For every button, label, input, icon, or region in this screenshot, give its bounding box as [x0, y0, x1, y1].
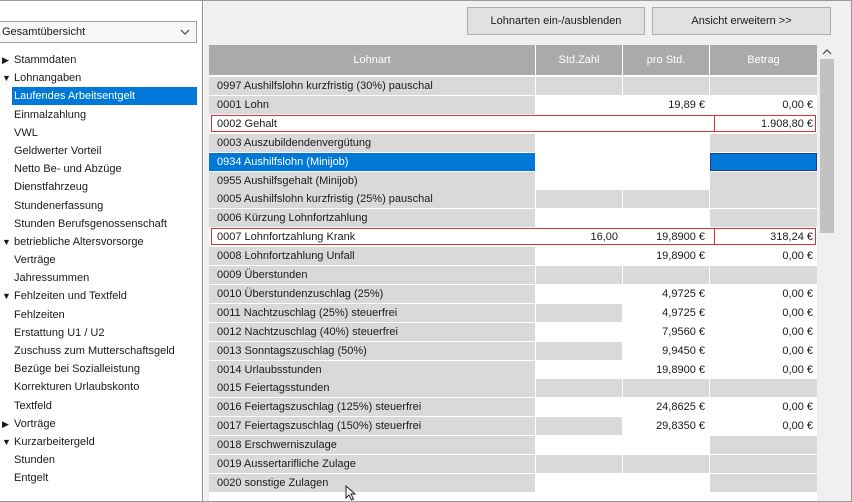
tree-item-label: Laufendes Arbeitsentgelt: [12, 87, 197, 105]
cell-betrag[interactable]: [710, 134, 817, 152]
triangle-down-icon[interactable]: ▼: [2, 291, 11, 302]
cell-betrag[interactable]: [710, 190, 817, 208]
cell-std-zahl[interactable]: [536, 398, 622, 416]
cell-std-zahl[interactable]: [536, 361, 622, 379]
cell-std-zahl[interactable]: [536, 455, 622, 473]
mouse-cursor-icon: [345, 485, 357, 501]
cell-pro-std[interactable]: [623, 266, 709, 284]
triangle-right-icon[interactable]: ▶: [2, 418, 9, 429]
cell-betrag[interactable]: [710, 455, 817, 473]
cell-betrag[interactable]: [710, 266, 817, 284]
tree-item[interactable]: [0, 160, 203, 178]
wage-types-grid: [209, 45, 817, 502]
expand-view-button[interactable]: Ansicht erweitern >>: [652, 7, 831, 35]
table-row[interactable]: [209, 96, 817, 115]
cell-betrag[interactable]: [710, 77, 817, 95]
table-row[interactable]: [209, 455, 817, 474]
tree-item[interactable]: [0, 87, 203, 105]
cell-pro-std[interactable]: [623, 474, 709, 492]
cell-std-zahl[interactable]: [536, 247, 622, 265]
cell-betrag[interactable]: 0,00 €: [710, 361, 817, 379]
cell-pro-std[interactable]: 19,8900 €: [623, 228, 709, 246]
cell-pro-std[interactable]: 29,8350 €: [623, 417, 709, 435]
cell-pro-std[interactable]: [623, 77, 709, 95]
table-row[interactable]: [209, 266, 817, 285]
cell-betrag[interactable]: 0,00 €: [710, 247, 817, 265]
tree-item[interactable]: [0, 287, 203, 305]
cell-lohnart: 0009 Überstunden: [209, 266, 535, 284]
tree-item[interactable]: [0, 451, 203, 469]
tree-item-label: VWL: [14, 126, 38, 139]
table-row[interactable]: [209, 228, 817, 247]
cell-std-zahl[interactable]: [536, 134, 622, 152]
tree-item-label: Stunden Berufsgenossenschaft: [14, 217, 167, 230]
tree-item-label: Textfeld: [14, 399, 52, 412]
cell-std-zahl[interactable]: [536, 379, 622, 397]
cell-lohnart: 0019 Aussertarifliche Zulage: [209, 455, 535, 473]
cell-betrag[interactable]: 0,00 €: [710, 398, 817, 416]
cell-betrag[interactable]: [710, 379, 817, 397]
tree-item[interactable]: [0, 215, 203, 233]
tree-item[interactable]: [0, 69, 203, 87]
triangle-down-icon[interactable]: ▼: [2, 436, 11, 447]
tree-item-label: Geldwerter Vorteil: [14, 144, 102, 157]
cell-std-zahl[interactable]: [536, 474, 622, 492]
cell-lohnart: 0018 Erschwerniszulage: [209, 436, 535, 454]
navigation-tree: [0, 51, 203, 488]
tree-item-label: Kurzarbeitergeld: [14, 435, 95, 448]
tree-item-label: Stammdaten: [14, 54, 77, 66]
cell-lohnart: 0007 Lohnfortzahlung Krank: [209, 228, 535, 246]
tree-item[interactable]: [0, 142, 203, 160]
cell-pro-std[interactable]: 4,9725 €: [623, 285, 709, 303]
tree-item[interactable]: [0, 178, 203, 196]
cell-pro-std[interactable]: [623, 172, 709, 190]
cell-std-zahl[interactable]: [536, 285, 622, 303]
cell-std-zahl[interactable]: [536, 417, 622, 435]
tree-item[interactable]: [0, 197, 203, 215]
cell-pro-std[interactable]: [623, 190, 709, 208]
cell-lohnart: 0010 Überstundenzuschlag (25%): [209, 285, 535, 303]
tree-item-label: Bezüge bei Sozialleistung: [14, 363, 140, 376]
tree-item[interactable]: [0, 360, 203, 378]
cell-betrag[interactable]: [710, 153, 817, 171]
tree-item-label: Korrekturen Urlaubskonto: [14, 381, 140, 394]
tree-item[interactable]: [0, 397, 203, 415]
tree-item-label: Einmalzahlung: [14, 108, 87, 121]
tree-item-label: betriebliche Altersvorsorge: [14, 235, 144, 248]
header-lohnart[interactable]: Lohnart: [209, 45, 536, 75]
content-panel: [204, 1, 852, 502]
cell-pro-std[interactable]: 4,9725 €: [623, 304, 709, 322]
tree-item[interactable]: [0, 469, 203, 487]
table-row[interactable]: [209, 209, 817, 228]
cell-std-zahl[interactable]: 16,00: [536, 228, 622, 246]
table-row[interactable]: [209, 172, 817, 191]
overview-select-value: Gesamtübersicht: [2, 26, 86, 38]
cell-std-zahl[interactable]: [536, 436, 622, 454]
cell-betrag[interactable]: [710, 436, 817, 454]
cell-pro-std[interactable]: 7,9560 €: [623, 323, 709, 341]
cell-lohnart: 0001 Lohn: [209, 96, 535, 114]
tree-item[interactable]: [0, 124, 203, 142]
overview-select[interactable]: [0, 21, 197, 43]
cell-lohnart: 0003 Auszubildendenvergütung: [209, 134, 535, 152]
table-row[interactable]: [209, 342, 817, 361]
cell-lohnart: 0008 Lohnfortzahlung Unfall: [209, 247, 535, 265]
cell-lohnart: 0012 Nachtzuschlag (40%) steuerfrei: [209, 323, 535, 341]
tree-item[interactable]: [0, 378, 203, 396]
table-row[interactable]: [209, 379, 817, 398]
cell-betrag[interactable]: 0,00 €: [710, 285, 817, 303]
tree-item-label: Verträge: [14, 254, 56, 267]
cell-pro-std[interactable]: 9,9450 €: [623, 342, 709, 360]
header-pro-std[interactable]: pro Std.: [623, 45, 710, 75]
cell-betrag[interactable]: 0,00 €: [710, 323, 817, 341]
toggle-wage-types-button[interactable]: Lohnarten ein-/ausblenden: [467, 7, 645, 35]
cell-lohnart: 0955 Aushilfsgehalt (Minijob): [209, 172, 535, 190]
cell-lohnart: 0002 Gehalt: [209, 115, 535, 133]
cell-pro-std[interactable]: [623, 115, 709, 133]
tree-item[interactable]: [0, 251, 203, 269]
tree-item-label: Zuschuss zum Mutterschaftsgeld: [14, 345, 175, 357]
tree-item-label: Dienstfahrzeug: [14, 181, 88, 194]
cell-pro-std[interactable]: [623, 209, 709, 227]
cell-std-zahl[interactable]: [536, 266, 622, 284]
table-row[interactable]: [209, 304, 817, 323]
cell-lohnart: 0017 Feiertagszuschlag (150%) steuerfrei: [209, 417, 535, 435]
cell-betrag[interactable]: 0,00 €: [710, 304, 817, 322]
cell-std-zahl[interactable]: [536, 153, 622, 171]
cell-betrag[interactable]: [710, 172, 817, 190]
table-row[interactable]: [209, 436, 817, 455]
cell-betrag[interactable]: 0,00 €: [710, 96, 817, 114]
cell-std-zahl[interactable]: [536, 77, 622, 95]
table-row[interactable]: [209, 285, 817, 304]
tree-item-label: Stunden: [14, 454, 55, 467]
cell-lohnart: 0005 Aushilfslohn kurzfristig (25%) pauschal: [209, 190, 535, 208]
cell-std-zahl[interactable]: [536, 342, 622, 360]
table-row[interactable]: [209, 153, 817, 172]
cell-std-zahl[interactable]: [536, 209, 622, 227]
cell-pro-std[interactable]: [623, 153, 709, 171]
tree-item-label: Netto Be- und Abzüge: [14, 163, 122, 176]
cell-betrag[interactable]: 318,24 €: [710, 228, 817, 246]
tree-item-label: Fehlzeiten und Textfeld: [14, 290, 127, 303]
tree-item[interactable]: [0, 269, 203, 287]
chevron-up-icon[interactable]: [822, 47, 832, 57]
cell-pro-std[interactable]: [623, 436, 709, 454]
cell-pro-std[interactable]: [623, 455, 709, 473]
tree-item-label: Entgelt: [14, 472, 49, 485]
table-row[interactable]: [209, 361, 817, 380]
table-row[interactable]: [209, 247, 817, 266]
table-row[interactable]: [209, 417, 817, 436]
cell-betrag[interactable]: 1.908,80 €: [710, 115, 817, 133]
cell-pro-std[interactable]: 19,89 €: [623, 96, 709, 114]
tree-item[interactable]: [0, 51, 203, 69]
triangle-right-icon[interactable]: ▶: [2, 55, 9, 65]
tree-item[interactable]: [0, 324, 203, 342]
tree-item-label: Lohnangaben: [14, 72, 82, 85]
tree-item[interactable]: [0, 233, 203, 251]
cell-betrag[interactable]: 0,00 €: [710, 342, 817, 360]
tree-item-label: Fehlzeiten: [14, 308, 65, 321]
cell-lohnart: 0934 Aushilfslohn (Minijob): [209, 153, 535, 171]
cell-lohnart: 0015 Feiertagsstunden: [209, 379, 535, 397]
tree-item[interactable]: [0, 106, 203, 124]
cell-lohnart: 0997 Aushilfslohn kurzfristig (30%) pauschal: [209, 77, 535, 95]
cell-std-zahl[interactable]: [536, 96, 622, 114]
tree-item[interactable]: [0, 433, 203, 451]
cell-betrag[interactable]: [710, 474, 817, 492]
tree-item-label: Jahressummen: [14, 272, 90, 285]
cell-betrag[interactable]: [710, 209, 817, 227]
cell-lohnart: 0006 Kürzung Lohnfortzahlung: [209, 209, 535, 227]
cell-betrag[interactable]: 0,00 €: [710, 417, 817, 435]
header-betrag[interactable]: Betrag: [710, 45, 817, 75]
cell-pro-std[interactable]: 19,8900 €: [623, 247, 709, 265]
cell-std-zahl[interactable]: [536, 190, 622, 208]
tree-item-label: Vorträge: [14, 417, 56, 430]
tree-item[interactable]: [0, 415, 203, 433]
cell-std-zahl[interactable]: [536, 115, 622, 133]
cell-pro-std[interactable]: [623, 379, 709, 397]
tree-item[interactable]: [0, 306, 203, 324]
tree-item[interactable]: [0, 342, 203, 360]
cell-lohnart: 0020 sonstige Zulagen: [209, 474, 535, 492]
cell-pro-std[interactable]: [623, 134, 709, 152]
tree-item-label: Stundenerfassung: [14, 199, 104, 212]
table-row[interactable]: [209, 115, 817, 134]
cell-lohnart: 0013 Sonntagszuschlag (50%): [209, 342, 535, 360]
cell-pro-std[interactable]: 24,8625 €: [623, 398, 709, 416]
table-row[interactable]: [209, 134, 817, 153]
table-row[interactable]: [209, 77, 817, 96]
table-row[interactable]: [209, 323, 817, 342]
table-row[interactable]: [209, 190, 817, 209]
cell-pro-std[interactable]: 19,8900 €: [623, 361, 709, 379]
header-std-zahl[interactable]: Std.Zahl: [536, 45, 623, 75]
grid-header: [209, 45, 817, 75]
vertical-scrollbar[interactable]: [818, 45, 836, 502]
table-row[interactable]: [209, 474, 817, 493]
tree-item-label: Erstattung U1 / U2: [14, 326, 105, 339]
cell-std-zahl[interactable]: [536, 304, 622, 322]
cell-std-zahl[interactable]: [536, 323, 622, 341]
cell-lohnart: 0016 Feiertagszuschlag (125%) steuerfrei: [209, 398, 535, 416]
navigation-panel: [0, 1, 203, 502]
scrollbar-thumb[interactable]: [820, 59, 834, 233]
chevron-down-icon[interactable]: [180, 25, 190, 39]
triangle-down-icon[interactable]: ▼: [2, 73, 11, 84]
cell-std-zahl[interactable]: [536, 172, 622, 190]
table-row[interactable]: [209, 398, 817, 417]
triangle-down-icon[interactable]: ▼: [2, 236, 11, 247]
cell-lohnart: 0014 Urlaubsstunden: [209, 361, 535, 379]
cell-lohnart: 0011 Nachtzuschlag (25%) steuerfrei: [209, 304, 535, 322]
